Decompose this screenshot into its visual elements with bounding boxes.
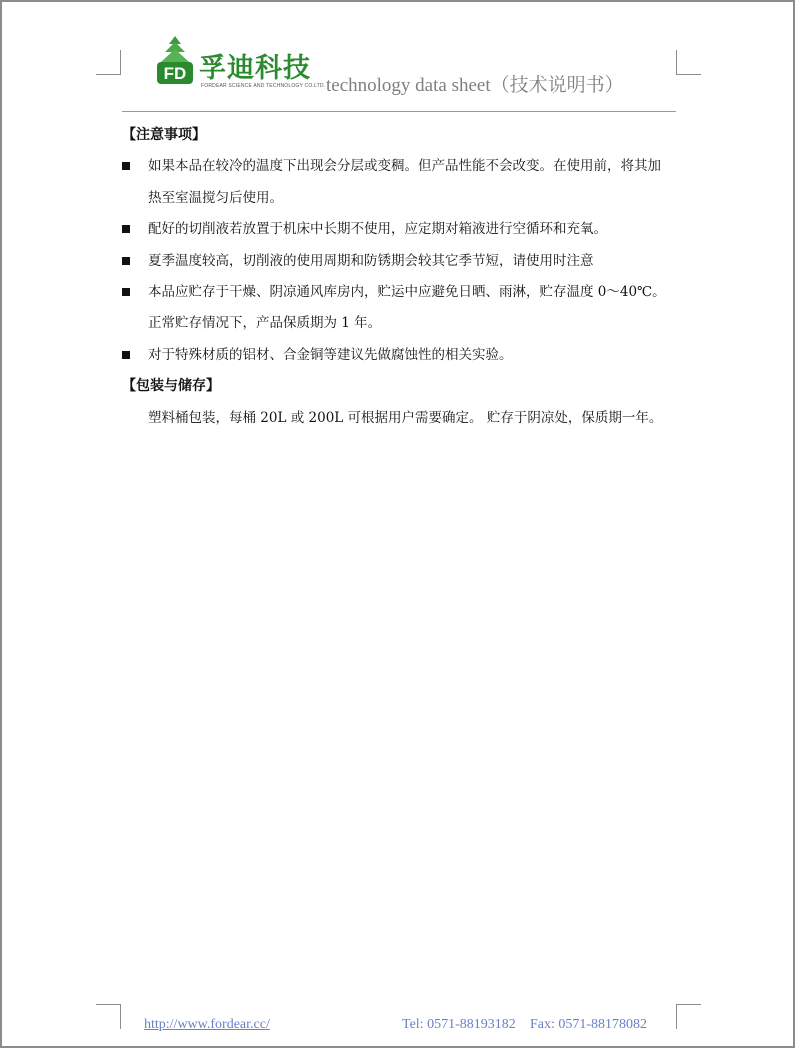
- page-footer: [2, 1017, 793, 1039]
- square-bullet-icon: [122, 351, 130, 359]
- list-item: [122, 214, 692, 245]
- page-header: [154, 34, 674, 96]
- list-item-text: 如果本品在较冷的温度下出现会分层或变稠。但产品性能不会改变。在使用前，将其加: [148, 158, 661, 175]
- crop-mark-top-right: [676, 50, 701, 75]
- square-bullet-icon: [122, 257, 130, 265]
- square-bullet-icon: [122, 162, 130, 170]
- list-item: [122, 246, 692, 277]
- list-item-text: 对于特殊材质的铝材、合金铜等建议先做腐蚀性的相关实验。: [148, 346, 513, 363]
- fax-number: Fax: 0571-88178082: [530, 1017, 648, 1032]
- svg-text:FD: FD: [163, 64, 187, 83]
- list-item-text: 配好的切削液若放置于机床中长期不使用，应定期对箱液进行空循环和充氧。: [148, 221, 607, 238]
- document-title: technology data sheet（技术说明书）: [326, 75, 624, 96]
- company-logo-icon: [154, 34, 196, 92]
- list-item-text-continued: 正常贮存情况下，产品保质期为 1 年。: [148, 315, 382, 332]
- packaging-paragraph: 塑料桶包装，每桶 20L 或 200L 可根据用户需要确定。 贮存于阴凉处，保质期一年。: [148, 409, 663, 426]
- list-item-text: 夏季温度较高，切削液的使用周期和防锈期会较其它季节短，请使用时注意: [148, 252, 594, 269]
- document-body: [122, 120, 692, 434]
- list-item: [122, 151, 692, 214]
- list-item: [122, 340, 692, 371]
- section-title-precautions: 【注意事项】: [122, 127, 206, 143]
- brand-subtitle: FORDEAR SCIENCE AND TECHNOLOGY CO.LTD.: [201, 83, 326, 89]
- telephone-number: Tel: 0571-88193182: [402, 1017, 516, 1032]
- list-item-text-continued: 热至室温搅匀后使用。: [148, 189, 283, 206]
- list-item-text: 本品应贮存于干燥、阴凉通风库房内，贮运中应避免日晒、雨淋，贮存温度 0～40℃。: [148, 284, 666, 301]
- website-link[interactable]: http://www.fordear.cc/: [144, 1017, 270, 1032]
- crop-mark-top-left: [96, 50, 121, 75]
- square-bullet-icon: [122, 288, 130, 296]
- brand-name: 孚迪科技: [199, 53, 311, 84]
- list-item: [122, 277, 692, 340]
- header-divider: [122, 111, 676, 112]
- square-bullet-icon: [122, 225, 130, 233]
- section-title-packaging: 【包装与储存】: [122, 378, 220, 395]
